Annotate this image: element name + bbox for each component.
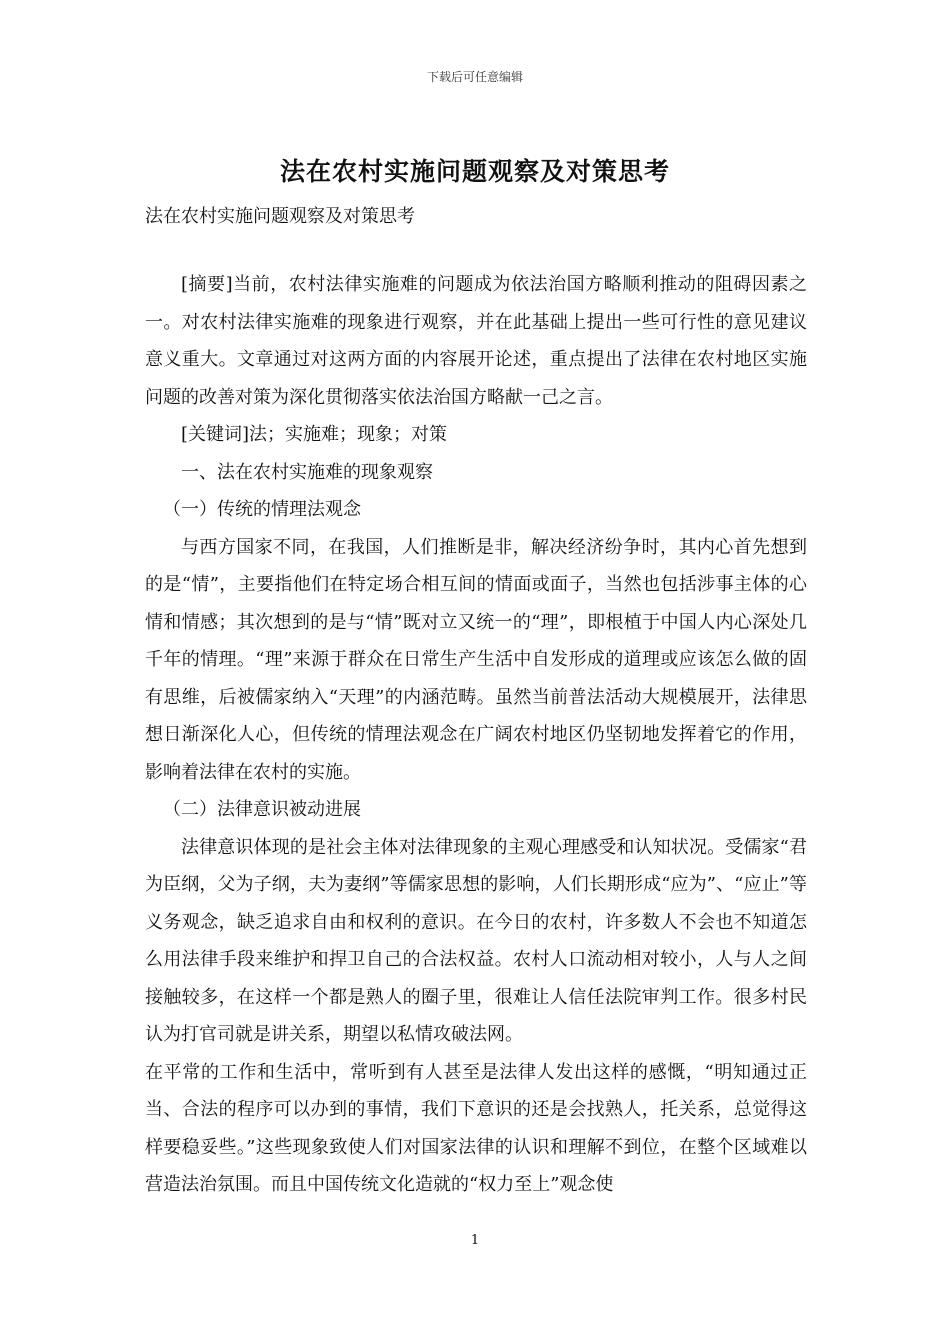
header-note: 下载后可任意编辑 — [426, 70, 523, 84]
section-heading-1: 一、法在农村实施难的现象观察 — [181, 461, 433, 483]
subsection-heading-2: （二）法律意识被动进展 — [163, 799, 361, 820]
document-subtitle: 法在农村实施问题观察及对策思考 — [145, 206, 415, 227]
abstract-paragraph: [摘要]当前，农村法律实施难的问题成为依法治国方略顺利推动的阻碍因素之一。对农村法律实施难的现象进行观察，并在此基础上提出一些可行性的意见建议意义重大。文章通过对这两方面的内容展开论述，重点提出了法律在农村地区实施问题的改善对策为深化贯彻落实依法治国方略献一己之言。 — [145, 274, 807, 408]
body-paragraph-3: 在平常的工作和生活中，常听到有人甚至是法律人发出这样的感慨，“明知通过正当、合法的程序可以办到的事情，我们下意识的还是会找熟人，托关系，总觉得这样要稳妥些。”这些现象致使人们对国家法律的认识和理解不到位，在整个区域难以营造法治氛围。而且中国传统文化造就的“权力至上”观念使 — [145, 1061, 807, 1195]
document-title: 法在农村实施问题观察及对策思考 — [279, 157, 670, 186]
body-paragraph-1: 与西方国家不同，在我国，人们推断是非，解决经济纷争时，其内心首先想到的是“情”，主要指他们在特定场合相互间的情面或面子，当然也包括涉事主体的心情和情感；其次想到的是与“情”既对立又统一的“理”，即根植于中国人内心深处几千年的情理。“理”来源于群众在日常生产生活中自发形成的道理或应该怎么做的固有思维，后被儒家纳入“天理”的内涵范畴。虽然当前普法活动大规模展开，法律思想日渐深化人心，但传统的情理法观念在广阔农村地区仍坚韧地发挥着它的作用，影响着法律在农村的实施。 — [145, 536, 807, 783]
page-number: 1 — [470, 1233, 480, 1248]
body-paragraph-2: 法律意识体现的是社会主体对法律现象的主观心理感受和认知状况。受儒家“君为臣纲，父为子纲，夫为妻纲”等儒家思想的影响，人们长期形成“应为”、“应止”等义务观念，缺乏追求自由和权利的意识。在今日的农村，许多数人不会也不知道怎么用法律手段来维护和捍卫自己的合法权益。农村人口流动相对较小，人与人之间接触较多，在这样一个都是熟人的圈子里，很难让人信任法院审判工作。很多村民认为打官司就是讲关系，期望以私情攻破法网。 — [145, 836, 807, 1045]
document-body — [145, 266, 807, 1204]
subsection-heading-1: （一）传统的情理法观念 — [163, 499, 361, 520]
keywords-paragraph: [关键词]法；实施难；现象；对策 — [181, 424, 448, 445]
